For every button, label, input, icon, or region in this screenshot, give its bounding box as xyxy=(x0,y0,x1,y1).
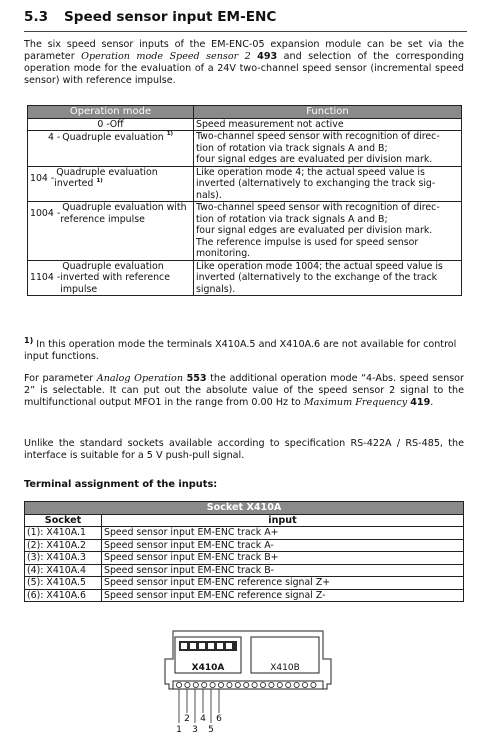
op-function-line: Speed measurement not active xyxy=(196,119,344,130)
op-mode-code: 104 - xyxy=(30,172,55,184)
op-mode-code: 1104 - xyxy=(30,272,61,284)
op-function-cell xyxy=(194,260,462,295)
terminal-hole xyxy=(294,682,299,687)
footnote xyxy=(24,336,464,363)
terminal-hole xyxy=(286,682,291,687)
terminal-hole xyxy=(235,682,240,687)
socket-input-cell: Speed sensor input EM-ENC reference signal Z- xyxy=(102,589,464,602)
op-mode-name: Quadruple evaluation inverted with reference impulse xyxy=(60,260,170,295)
section-number: 5.3 xyxy=(24,9,49,25)
socket-input-cell: Speed sensor input EM-ENC track A+ xyxy=(102,527,464,540)
terminal-circles xyxy=(176,682,316,687)
op-header-mode: Operation mode xyxy=(28,106,194,119)
footnote-text: In this operation mode the terminals X410A.5 and X410A.6 are not available for control input functions. xyxy=(24,339,457,362)
socket-input-cell: Speed sensor input EM-ENC track B+ xyxy=(102,552,464,565)
socket-table-title: Socket X410A xyxy=(25,502,464,515)
terminal-hole xyxy=(311,682,316,687)
interface-paragraph: Unlike the standard sockets available according to specification RS-422A / RS-485, the interface is suitable for a 5 V push-pull signal. xyxy=(24,438,464,461)
op-table-row xyxy=(28,131,462,166)
label-x410b: X410B xyxy=(270,663,300,673)
param-analog-operation-name: Analog Operation xyxy=(96,373,184,384)
terminal-hole xyxy=(244,682,249,687)
op-function-cell xyxy=(194,166,462,201)
op-mode-cell xyxy=(28,202,194,260)
terminal-hole xyxy=(193,682,198,687)
op-mode-cell xyxy=(28,131,194,166)
intro-text-1: The six speed sensor inputs of the EM-ENC-05 expansion module can be set via the parameter xyxy=(24,39,464,62)
op-header-function: Function xyxy=(194,106,462,119)
para2-text-1: For parameter xyxy=(24,373,97,384)
para2-text-2: the additional operation mode “4-Abs. speed sensor 2” is selectable. It can put out the absolute value of the speed sensor 2 signal to the multifunctional output MFO1 in the range from 0.00 Hz to xyxy=(24,373,464,408)
param-analog-operation-number: 553 xyxy=(186,373,207,384)
terminal-hole xyxy=(302,682,307,687)
param-operation-mode-name: Operation mode Speed sensor 2 xyxy=(81,50,251,62)
op-function-line: signals). xyxy=(196,283,236,295)
pin-number-6: 6 xyxy=(216,714,222,724)
socket-x410a-pins xyxy=(179,641,237,651)
param-max-frequency-number: 419 xyxy=(410,396,431,408)
op-function-line: Two-channel speed sensor with recognition of direc- xyxy=(196,131,440,143)
terminal-hole xyxy=(176,682,181,687)
socket-id-cell: (1): X410A.1 xyxy=(25,527,102,540)
socket-header-socket: Socket xyxy=(25,515,102,527)
socket-table-row xyxy=(25,589,464,602)
param-max-frequency-name: Maximum Frequency xyxy=(303,396,408,408)
op-mode-code: 0 - xyxy=(97,119,110,130)
pin-number-5: 5 xyxy=(208,725,214,735)
op-mode-cell xyxy=(28,119,194,131)
terminal-hole xyxy=(252,682,257,687)
op-function-line: inverted (alternatively to exchanging the track sig- xyxy=(196,178,436,190)
para2-text-3: . xyxy=(430,396,434,408)
socket-table-row xyxy=(25,539,464,552)
op-mode-footnote-ref: 1) xyxy=(166,131,174,138)
socket-id-cell: (5): X410A.5 xyxy=(25,577,102,590)
socket-header-input: input xyxy=(102,515,464,527)
heading-rule xyxy=(24,31,467,32)
terminal-hole xyxy=(227,682,232,687)
socket-table xyxy=(24,501,464,602)
op-mode-code: 4 - xyxy=(47,131,61,143)
connector-diagram xyxy=(163,629,333,739)
socket-table-row xyxy=(25,552,464,565)
op-mode-code: 1004 - xyxy=(30,208,61,220)
op-mode-name: Quadruple evaluation xyxy=(62,131,164,143)
op-function-cell xyxy=(194,119,462,131)
operation-mode-table xyxy=(27,105,462,296)
socket-input-cell: Speed sensor input EM-ENC track B- xyxy=(102,564,464,577)
socket-id-cell: (6): X410A.6 xyxy=(25,589,102,602)
op-mode-name: Off xyxy=(109,119,124,130)
op-mode-name: Quadruple evaluation with reference impulse xyxy=(60,202,187,225)
terminal-hole xyxy=(260,682,265,687)
socket-input-cell: Speed sensor input EM-ENC reference signal Z+ xyxy=(102,577,464,590)
op-function-line: nals). xyxy=(196,189,222,201)
section-heading xyxy=(24,9,276,26)
op-function-line: The reference impulse is used for speed sensor xyxy=(196,236,419,248)
socket-input-cell: Speed sensor input EM-ENC track A- xyxy=(102,539,464,552)
op-function-line: tion of rotation via track signals A and B; xyxy=(196,213,388,225)
pin-number-3: 3 xyxy=(192,725,198,735)
pin-number-2: 2 xyxy=(184,714,190,724)
terminal-assignment-heading: Terminal assignment of the inputs: xyxy=(24,479,218,490)
pin-number-1: 1 xyxy=(176,725,182,735)
op-function-line: four signal edges are evaluated per division mark. xyxy=(196,154,433,166)
terminal-hole xyxy=(218,682,223,687)
op-function-line: inverted (alternatively to the exchange of the track xyxy=(196,272,438,284)
socket-id-cell: (4): X410A.4 xyxy=(25,564,102,577)
op-function-cell xyxy=(194,131,462,166)
socket-id-cell: (3): X410A.3 xyxy=(25,552,102,565)
terminal-hole xyxy=(277,682,282,687)
pin-number-4: 4 xyxy=(200,714,206,724)
op-function-line: Like operation mode 4; the actual speed value is xyxy=(196,166,425,178)
param-operation-mode-number: 493 xyxy=(257,50,278,62)
op-mode-footnote-ref: 1) xyxy=(96,178,103,185)
op-table-row xyxy=(28,260,462,295)
socket-table-row xyxy=(25,577,464,590)
socket-table-row xyxy=(25,527,464,540)
terminal-hole xyxy=(269,682,274,687)
op-function-cell xyxy=(194,202,462,260)
socket-table-row xyxy=(25,564,464,577)
socket-id-cell: (2): X410A.2 xyxy=(25,539,102,552)
label-x410a: X410A xyxy=(191,663,225,673)
section-title: Speed sensor input EM-ENC xyxy=(64,9,277,25)
op-mode-cell xyxy=(28,166,194,201)
op-function-line: four signal edges are evaluated per division mark. xyxy=(196,225,433,237)
pin-numbers xyxy=(176,714,222,735)
terminal-hole xyxy=(202,682,207,687)
op-table-row xyxy=(28,202,462,260)
connector-drawing xyxy=(163,629,333,739)
op-function-line: monitoring. xyxy=(196,248,251,260)
intro-paragraph xyxy=(24,39,464,87)
op-mode-cell xyxy=(28,260,194,295)
analog-operation-paragraph xyxy=(24,373,464,409)
op-table-row xyxy=(28,119,462,131)
terminal-hole xyxy=(185,682,190,687)
footnote-mark: 1) xyxy=(24,336,34,345)
op-mode-name: Quadruple evaluation inverted xyxy=(54,166,158,190)
op-function-line: tion of rotation via track signals A and B; xyxy=(196,142,388,154)
op-function-line: Like operation mode 1004; the actual speed value is xyxy=(196,260,443,272)
op-table-row xyxy=(28,166,462,201)
op-function-line: Two-channel speed sensor with recognition of direc- xyxy=(196,202,440,214)
intro-text-2: and selection of the corresponding operation mode for the evaluation of a 24V two-channel speed sensor (incremental speed sensor) with reference impulse. xyxy=(24,50,464,86)
terminal-hole xyxy=(210,682,215,687)
